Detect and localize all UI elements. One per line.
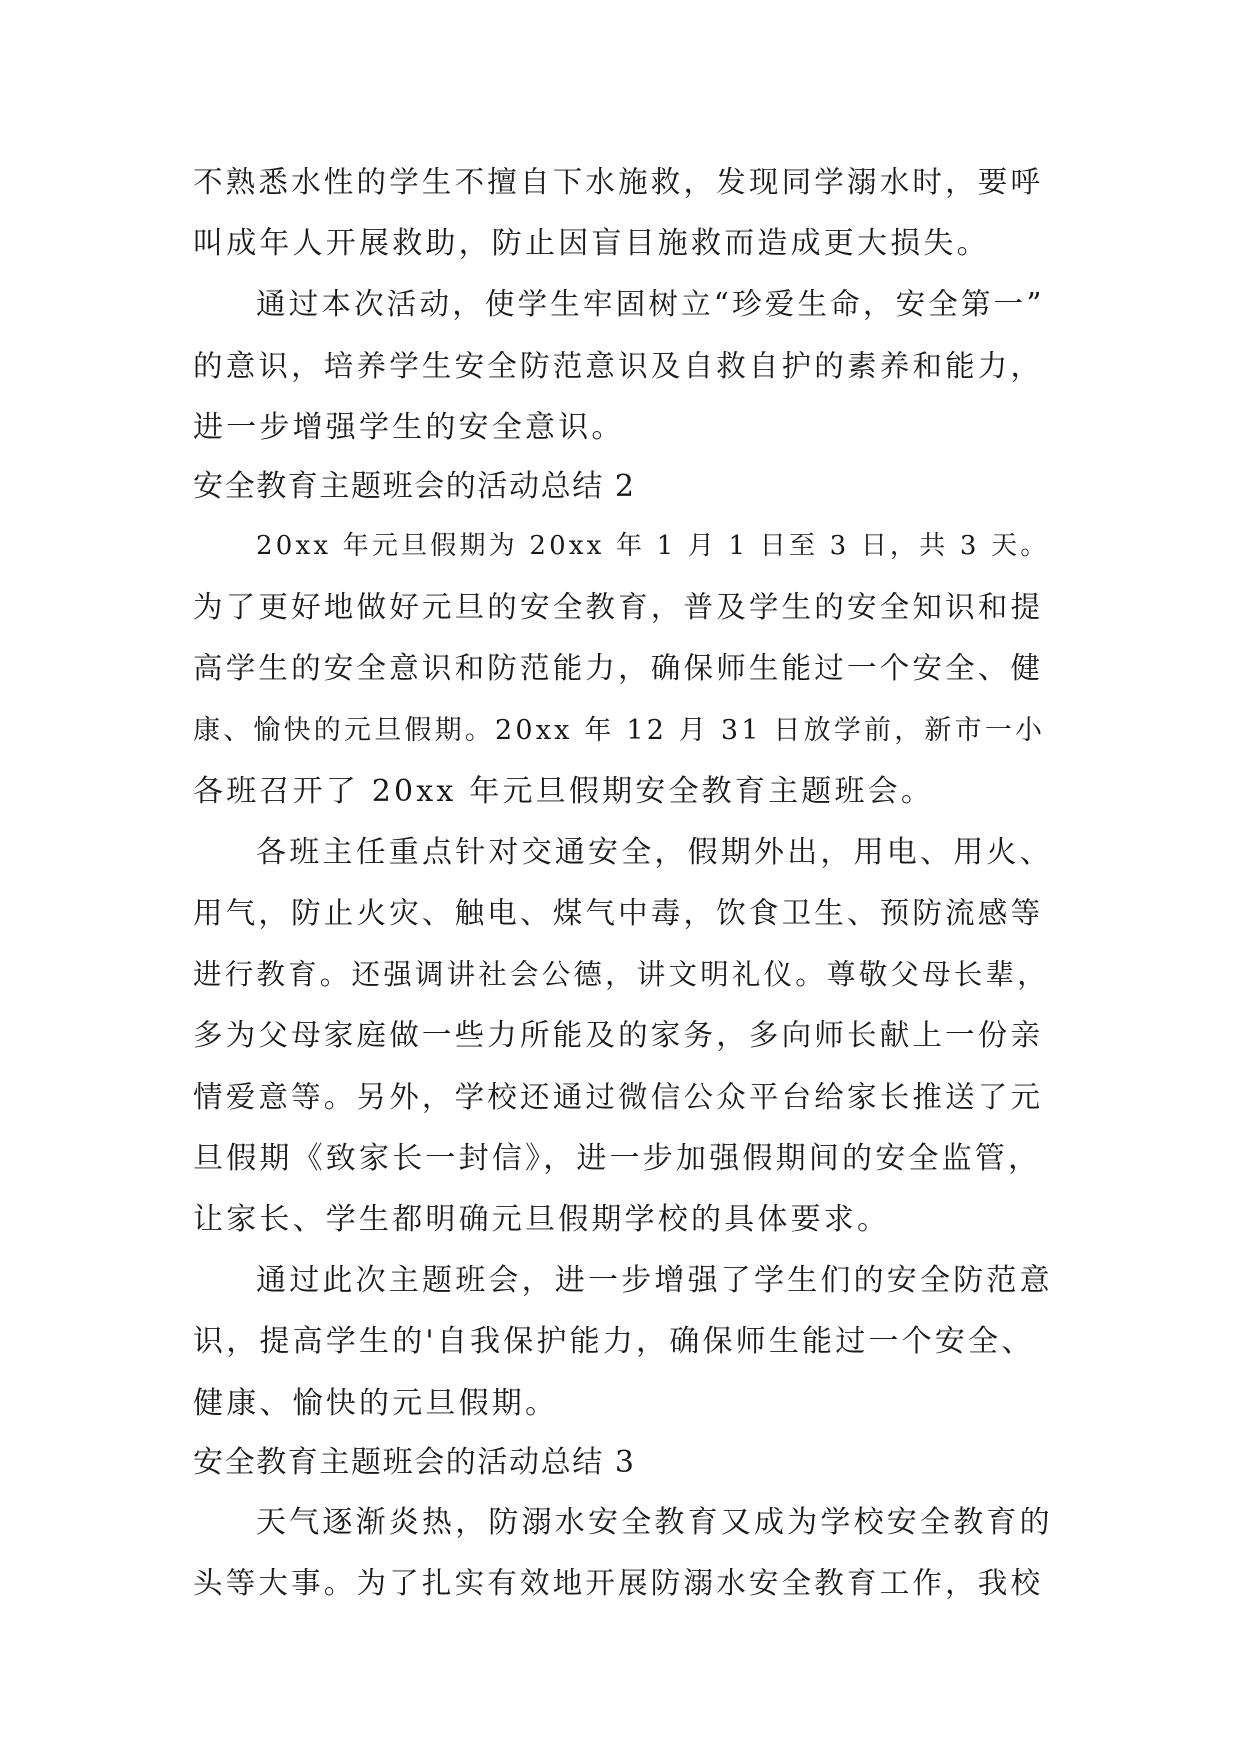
text-line: 多为父母家庭做一些力所能及的家务，多向师长献上一份亲 — [193, 1018, 1044, 1053]
section-heading: 安全教育主题班会的活动总结 3 — [193, 1444, 636, 1480]
text-line: 情爱意等。另外，学校还通过微信公众平台给家长推送了元 — [193, 1079, 1044, 1114]
paragraph-first-line: 通过此次主题班会，进一步增强了学生们的安全防范意 — [256, 1263, 1053, 1299]
text-line: 旦假期《致家长一封信》，进一步加强假期间的安全监管， — [193, 1140, 1042, 1176]
paragraph-first-line: 天气逐渐炎热，防溺水安全教育又成为学校安全教育的 — [256, 1504, 1053, 1540]
text-line: 叫成年人开展救助，防止因盲目施救而造成更大损失。 — [193, 226, 990, 262]
document-page — [193, 152, 1055, 1614]
text-line: 进行教育。还强调讲社会公德，讲文明礼仪。尊敬父母长辈， — [193, 958, 1049, 992]
text-line: 的意识，培养学生安全防范意识及自救自护的素养和能力， — [193, 348, 1044, 383]
text-line: 头等大事。为了扎实有效地开展防溺水安全教育工作，我校 — [193, 1565, 1044, 1600]
text-line: 进一步增强学生的安全意识。 — [193, 409, 625, 445]
section-heading: 安全教育主题班会的活动总结 2 — [193, 468, 636, 504]
text-line: 让家长、学生都明确元旦假期学校的具体要求。 — [193, 1202, 891, 1237]
paragraph-first-line: 各班主任重点针对交通安全，假期外出，用电、用火、 — [256, 834, 1053, 870]
text-line: 康、愉快的元旦假期。20xx 年 12 月 31 日放学前，新市一小 — [193, 714, 1046, 746]
text-line: 不熟悉水性的学生不擅自下水施救，发现同学溺水时，要呼 — [193, 165, 1044, 199]
text-line: 为了更好地做好元旦的安全教育，普及学生的安全知识和提 — [193, 590, 1044, 625]
text-line: 识，提高学生的'自我保护能力，确保师生能过一个安全、 — [193, 1324, 1035, 1360]
text-line: 各班召开了 20xx 年元旦假期安全教育主题班会。 — [193, 773, 935, 809]
text-line: 健康、愉快的元旦假期。 — [193, 1385, 559, 1421]
paragraph-first-line: 20xx 年元旦假期为 20xx 年 1 月 1 日至 3 日，共 3 天。 — [256, 530, 1050, 561]
text-line: 高学生的安全意识和防范能力，确保师生能过一个安全、健 — [193, 651, 1044, 686]
paragraph-first-line: 通过本次活动，使学生牢固树立“珍爱生命，安全第一” — [256, 287, 1045, 322]
text-line: 用气，防止火灾、触电、煤气中毒，饮食卫生、预防流感等 — [193, 896, 1044, 931]
